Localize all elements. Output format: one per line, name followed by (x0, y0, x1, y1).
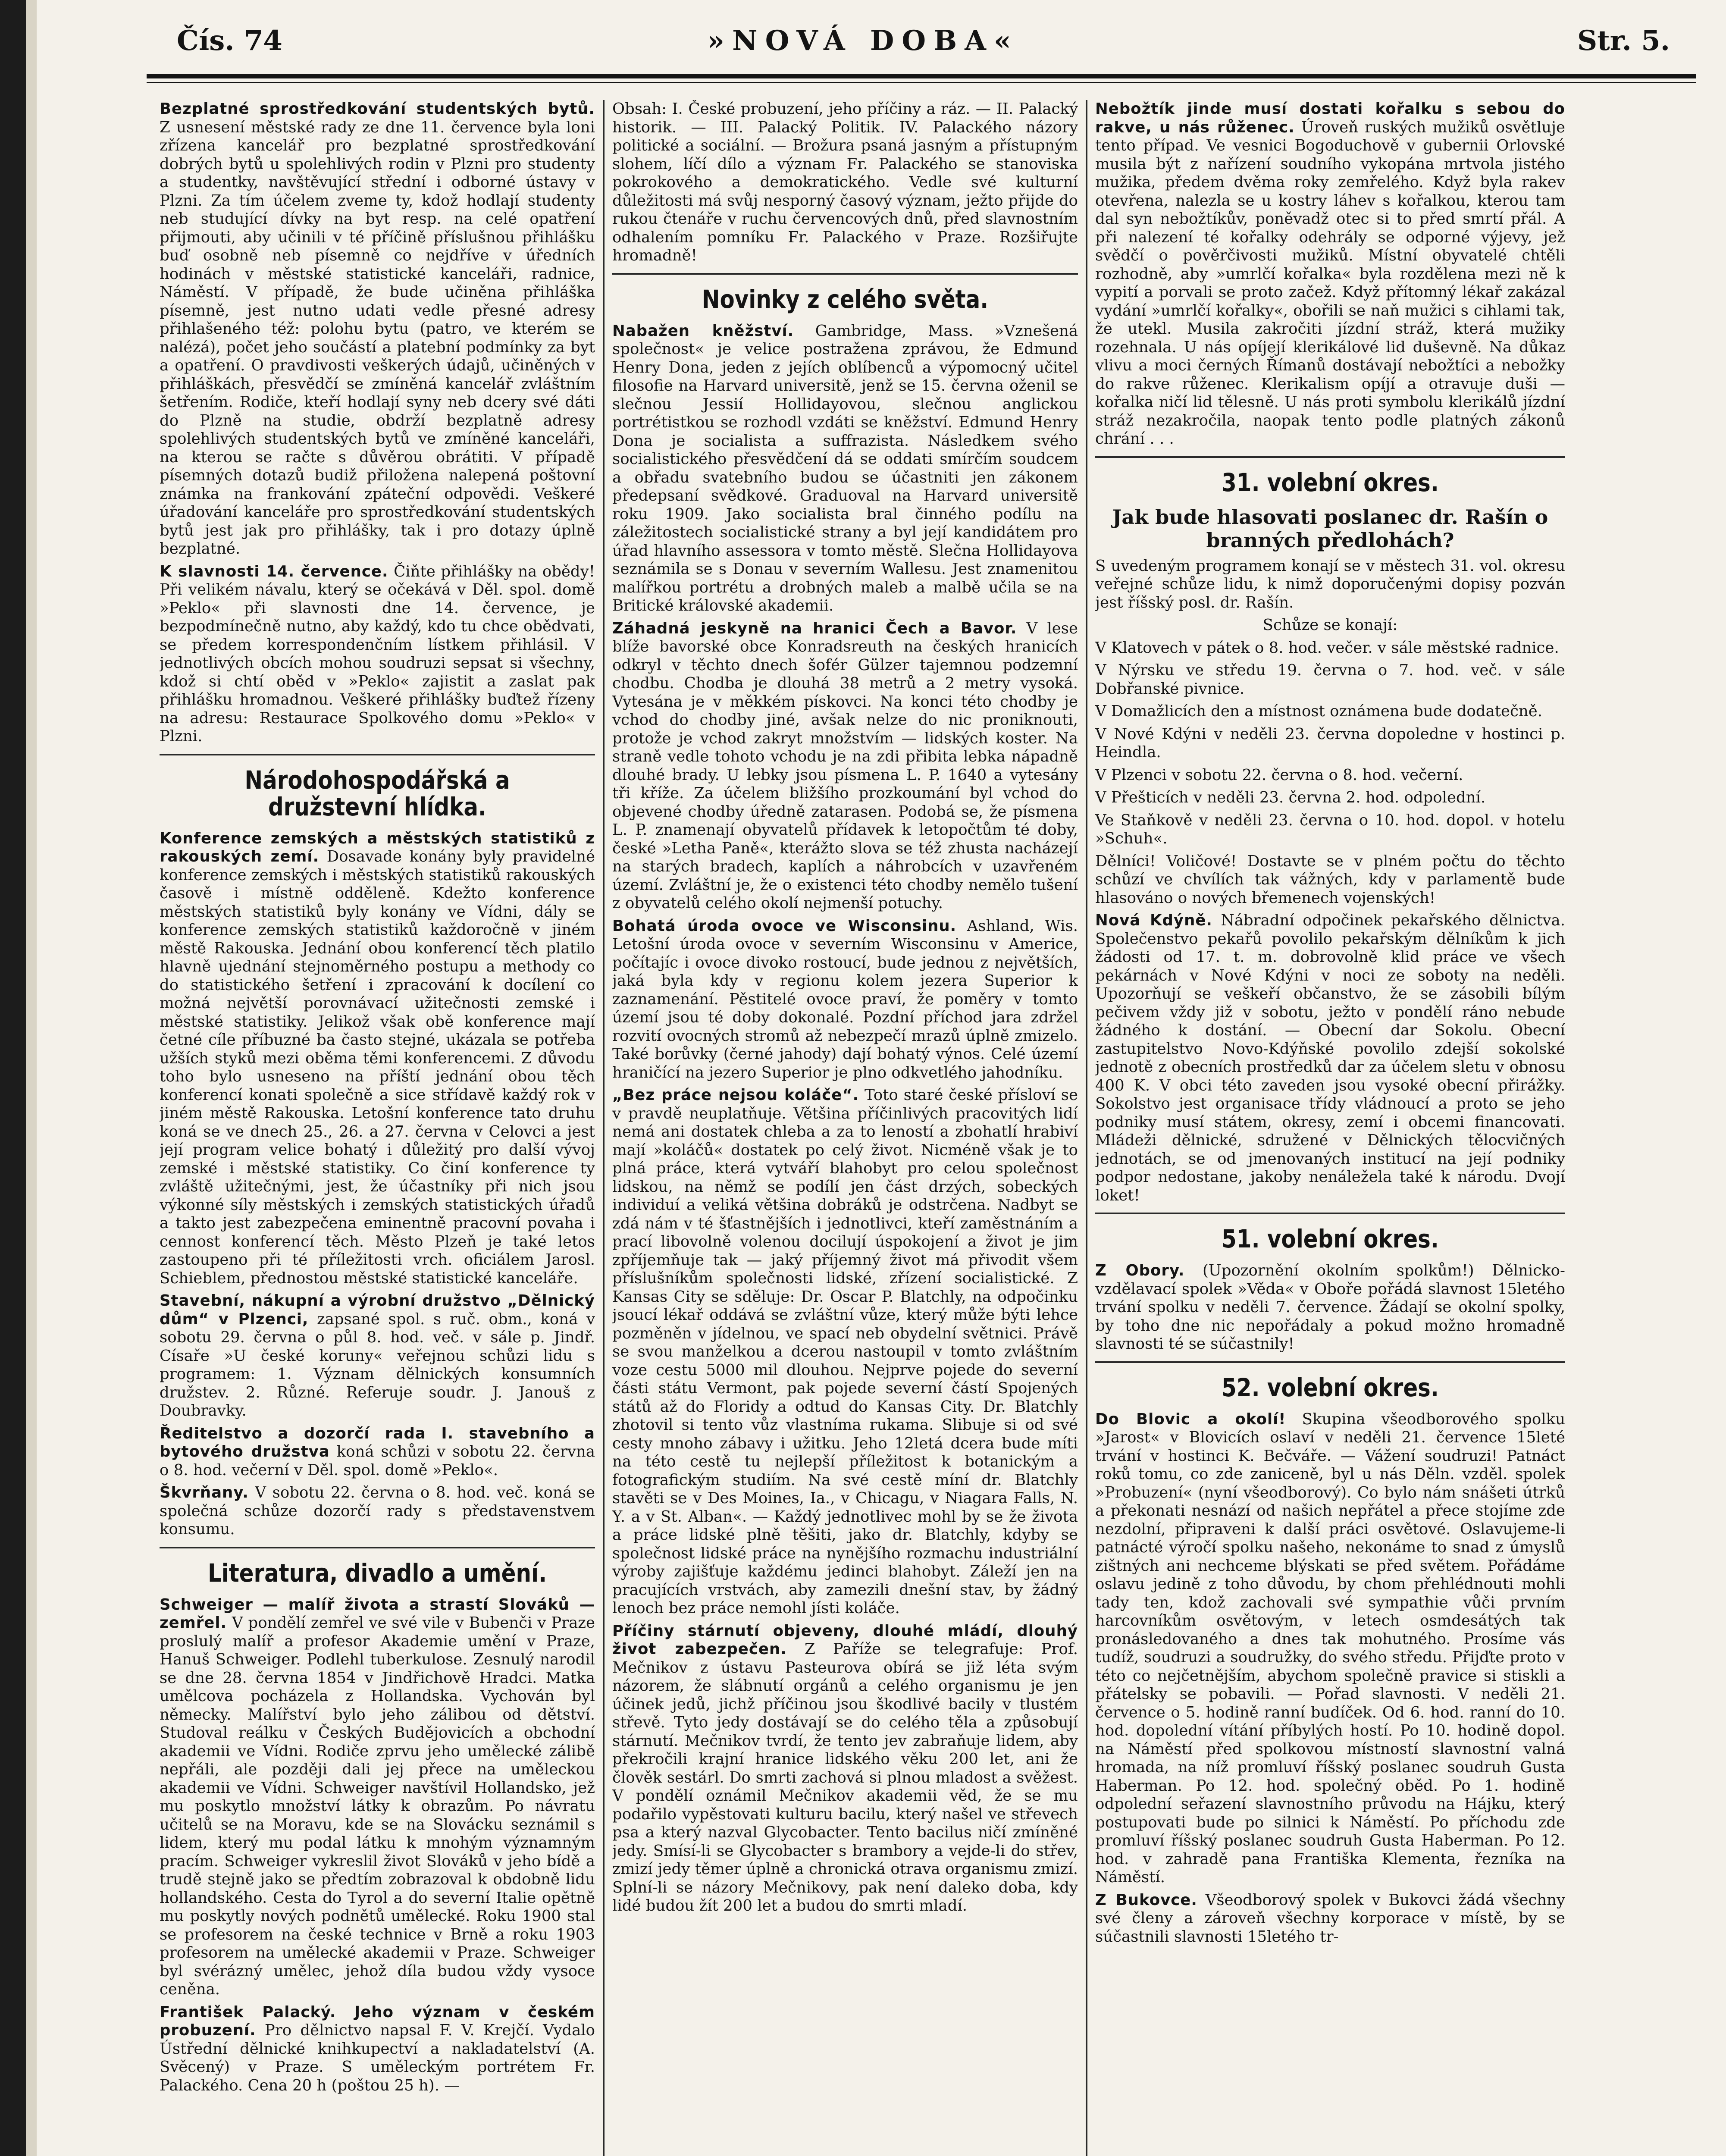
article (160, 1292, 595, 1420)
article-text: S uvedeným programem konají se v městech 31. vol. okresu veřejné schůze lidu, k nimž doporučenými dopisy pozván jest říšský posl. dr. Rašín. (1095, 557, 1565, 611)
article (160, 100, 595, 558)
article (1095, 557, 1565, 612)
meeting-item (1095, 766, 1565, 785)
section-rule (160, 754, 595, 755)
section-heading: Novinky z celého světa. (702, 284, 989, 314)
article-title: Z Obory. (1095, 1262, 1185, 1279)
section-rule (1095, 456, 1565, 458)
masthead-title: »NOVÁ DOBA« (707, 25, 1019, 57)
article-text: Pro dělnictvo napsal F. V. Krejčí. Vydalo Ústřední dělnické knihkupectví a nakladatelství (A. Svěcený) v Praze. S uměleckým portrétem Fr. Palackého. Cena 20 h (poštou 25 h). — (160, 2021, 595, 2094)
article-title: Nebožtík jinde musí dostati kořalku s sebou do rakve, u nás růženec. (1095, 100, 1565, 136)
meeting-item (1095, 702, 1565, 721)
column-3 (1095, 100, 1565, 2156)
section-heading: 51. volební okres. (1222, 1224, 1439, 1253)
article-title: Příčiny stárnutí objeveny, dlouhé mládí, dlouhý život zabezpečen. (612, 1622, 1078, 1658)
article-title: Nabažen kněžství. (612, 322, 794, 340)
article-text: koná schůzi v sobotu 22. června o 8. hod. večerní v Děl. spol. domě »Peklo«. (160, 1443, 595, 1479)
article-text: V lese blíže bavorské obce Konradsreuth na českých hranicích odkryl v těchto dnech šofér Gülzer tajemnou podzemní chodbu. Chodba je dlouhá 38 metrů a 2 metry vysoká. Vytesána je v měkkém pískovci. Na konci této chodby je vchod do chodby jiné, avšak nelze do nic proniknouti, protože je vchod zakryt množstvím — lidských koster. Na straně vedle tohoto vchodu je na zdi přibita lebka nápadně dlouhé brady. U lebky jsou písmena L. P. 1640 a vytesány tři kříže. Za účelem bližšího prozkoumání byl vchod do objevené chodby úředně zatarasen. Podobá se, že písmena L. P. znamenají obyvatelů přídavek k letopočtům té doby, české »Letha Paně«, kterážto slova se též zhusta nacházejí na starých bradech, kaplích a náhrobcích v uzavřeném území. Zvláštní je, že o existenci této chodby nemělo tušení z obyvatelů celého okolí nejmenší potuchy. (612, 619, 1078, 912)
section-heading: 31. volební okres. (1222, 467, 1439, 497)
article-text: V Klatovech v pátek o 8. hod. večer. v sále městské radnice. (1095, 639, 1559, 657)
article-title: Ředitelstvo a dozorčí rada I. stavebního a bytového družstva (160, 1424, 595, 1460)
column-2 (612, 100, 1078, 2156)
article (612, 322, 1078, 615)
article (1095, 852, 1565, 908)
section-heading: Národohospodářská a družstevní hlídka. (244, 765, 510, 821)
article-title: Škvrňany. (160, 1484, 249, 1501)
article-text: Dosavade konány byly pravidelné konference zemských i městských statistiků rakouských časově i místně odděleně. Kdežto konference městských statistiků byly konány ve Vídni, dály se konference zemských statistiků každoročně v jiném městě Rakouska. Jednání obou konferencí těch platilo hlavně ujednání stejnoměrného postupu a methody co do statistického šetření i zpracování k docílení co možná největší porovnávací užitečnosti zemské i městské statistiky. Jelikož však obě konference mají četné cíle příbuzné ba často stejné, ukázala se potřeba užších styků mezi oběma těmi konferencemi. Z důvodu toho bylo usneseno na příští jednání obou těch konferencí konati společně a sice střídavě každý rok v jiném městě Rakouska. Letošní konference tato druhu koná se ve dnech 25., 26. a 27. června v Celovci a jest její program velice bohatý i důležitý pro další vývoj zemské i městské statistiky. Co činí konference ty zvláště užitečnými, jest, že účastníky při nich jsou výkonné síly městských i zemských statistických úřadů a takto jest zabezpečena eminentně pracovní povaha i cennost konferencí těch. Město Plzeň je také letos zastoupeno při té příležitosti vrch. oficiálem Jarosl. Schieblem, přednostou městské statistické kanceláře. (160, 848, 595, 1287)
article-title: Konference zemských a městských statistiků z rakouských zemí. (160, 829, 595, 865)
article (160, 1596, 595, 1999)
page-number: Str. 5. (1577, 25, 1670, 57)
article-title: K slavnosti 14. července. (160, 562, 388, 580)
article-text: Toto staré české přísloví se v pravdě neuplatňuje. Většina příčinlivých pracovitých lidí nemá ani dostatek chleba a za to leností a zbohatlí hrabiví mají »koláčů« dostatek po celý život. Nicméně však je to plná práce, která vytváří blahobyt pro celou společnost lidskou, na němž se podílí jen část drzých, sobeckých individuí a veliká většina dobráků je odstrčena. Nadbyt se zdá nám v té šťastnějších i jednotlivci, kteří zaměstnáním a prací libovolně volenou docilují úspokojení a život je jim zpříjemňuje tak — jaký příjemný život má přivodit všem příslušníkům společnosti lidské, zřízení socialistické. Z Kansas City se sděluje: Dr. Oscar P. Blatchly, na odpočinku jsoucí lékař oddává se zvláštní vůze, který může býti lehce pozměněn v jídelnou, ve spací neb obydelní světnici. Právě se svou manželkou a dcerou nastoupil v tomto zvláštním voze cestu 5000 mil dlouhou. Nejprve pojede do severní části státu Vermont, pak pojede severní částí Spojených států až do Floridy a odtud do Kansas City. Dr. Blatchly zhotovil si tento vůz vlastníma rukama. Slibuje si od své cesty mnoho zábavy i užitku. Jeho 12letá dcera bude míti na této cestě tu nejlepší příležitost k botanickým a fotografickým studiím. Na své cestě míní dr. Blatchly stavěti se v Des Moines, Ia., v Chicagu, v Niagara Falls, N. Y. a v St. Alban«. — Každý jednotlivec mohl by se že života a práce lidské plně těšiti, jako dr. Blatchly, kdyby se společnost lidské práce na nynějšího rozmachu industriální výroby zajišťuje každému jedinci blahobyt. Záleží jen na pracujících vrstvách, aby zamezili dnešní stav, by žádný lenoch bez práce nemohl jísti koláče. (612, 1086, 1078, 1617)
meeting-item (1095, 789, 1565, 807)
article-text: V Domažlicích den a místnost oznámena bude dodatečně. (1095, 702, 1543, 720)
column-divider (603, 100, 605, 2156)
article-text: Z Paříže se telegrafuje: Prof. Mečnikov z ústavu Pasteurova obírá se již léta svým názorem, že slábnutí orgánů a celého organismu je jen účinek jedů, jichž příčinou jsou škodlivé bacily v tlustém střevě. Tyto jedy dostávají se do celého těla a způsobují stárnutí. Mečnikov tvrdí, že tento jev zabraňuje lidem, aby překročili krajní hranice lidského věku 200 let, ani že člověk sestárl. Do smrti zachová si plnou mladost a svěžest. V pondělí oznámil Mečnikov akademii věd, že se mu podařilo vypěstovati kulturu bacilu, který našel ve střevech psa a který nazval Glycobacter. Tento bacilus ničí zmíněné jedy. Smísí-li se Glycobacter s brambory a vejde-li do střev, zmizí jedy těmer úplně a chronická otrava organismu zmizí. Splní-li se názory Mečnikovy, pak není daleko doba, kdy lidé budou žít 200 let a budou do smrti mladí. (612, 1640, 1078, 1915)
article (160, 2003, 595, 2095)
subheading: Jak bude hlasovati poslanec dr. Rašín o branných předlohách? (1112, 505, 1548, 552)
section-heading: 52. volební okres. (1222, 1373, 1439, 1402)
article-text: zapsané spol. s ruč. obm., koná v sobotu 29. června o půl 8. hod. več. v sále p. Jindř. Císaře »U české koruny« veřejnou schůzi lidu s programem: 1. Význam dělnických konsumních družstev. 2. Různé. Referuje soudr. J. Janouš z Doubravky. (160, 1310, 595, 1420)
binding-edge (0, 0, 26, 2156)
article-text: Nábradní odpočinek pekařského dělnictva. Společenstvo pekařů povolilo pekařským dělníkům k jich žádosti od 17. t. m. dobrovolně klid práce ve všech pekárnách v Nové Kdýni v noci ze soboty na neděli. Upozorňují se veškeří občanstvo, že se zásobili bílým pečivem vždy již v sobotu, ježto v pondělí ráno nebude žádného k dostání. — Obecní dar Sokolu. Obecní zastupitelstvo Novo-Kdýňské povolilo zdejší sokolské jednotě z obecních prostředků dar za účelem sletu v obnosu 400 K. V obci této zaveden jsou vysoké obecní přirážky. Sokolstvo jest organisace třídy vládnoucí a proto se jeho podniky musí státem, okresy, zemí i obcemi financovati. Mládeži dělnické, sdružené v Dělnických tělocvičných jednotách, se od jmenovaných institucí na její podniky podpor nedostane, jakoby nenáležela také k národu. Dvojí loket! (1095, 912, 1565, 1204)
article-text: Schůze se konají: (1262, 616, 1398, 634)
binding-gutter (26, 0, 37, 2156)
issue-number: Čís. 74 (177, 25, 282, 57)
article-text: Skupina všeodborového spolku »Jarost« v Blovicích oslaví v neděli 21. července 15leté trvání v hostinci K. Bečváře. — Vážení soudruzi! Patnáct roků tomu, co zde zaniceně, byl u nás Děln. vzděl. spolek »Probuzení« (nyní všeodborový). Co bylo nám snášeti útrků a překonati nesnází od našich nepřátel a přece stojíme zde nezdolní, připraveni k další práci osvětové. Oslavujeme-li patnácté výročí spolku našeho, nekonáme to snad z úmyslů zištných ani nechceme blýskati se před světem. Pořádáme oslavu jedině z toho důvodu, by chom přehlédnouti mohli tady ten, kdož zachovali své sympathie vůči prvním harcovníkům osvětovým, v letech osmdesátých tak pronásledovaného a dnes tak mohutného. Prosíme vás tudíž, soudruzi a soudružky, do svého středu. Přijďte proto v této co nejčetnějším, abychom společně pravice si stiskli a přátelsky se pobavili. — Pořad slavnosti. V neděli 21. července o 5. hodině ranní budíček. Od 6. hod. ranní do 10. hod. dopolední vítání příbylých hostí. Po 10. hodině dopol. na Náměstí před spolkovou místností slavnostní valná hromada, na níž promluví říšský poslanec soudruh Gusta Haberman. Po 12. hod. společný oběd. Po 1. hodině odpolední seřazení slavnostního průvodu na Hájku, který postupovati bude po silnici k Náměstí. Po příchodu zde promluví říšský poslanec soudruh Gusta Haberman. Po 12. hod. v zahradě pana Františka Klementa, řezníka na Náměstí. (1095, 1410, 1565, 1886)
article-text: V pondělí zemřel ve své vile v Bubenči v Praze proslulý malíř a profesor Akademie umění v Praze, Hanuš Schweiger. Podlehl tuberkulose. Zesnulý narodil se dne 28. června 1854 v Jindřichově Hradci. Matka umělcova pocházela z Hollandska. Vychován byl německy. Malířství bylo jeho zálibou od dětství. Studoval reálku v Českých Budějovicích a obchodní akademii ve Vídni. Rodiče zprvu jeho umělecké zálibě nepřáli, ale později dali jej přece na uměleckou akademii ve Vídni. Schweiger navštívil Hollandsko, jež mu poskytlo množství látky k obrazům. Po návratu učitelů se na Moravu, kde se na Slovácku seznámil s lidem, který mu podal látku k mnohým významným pracím. Schweiger vykreslil život Slováků v jeho bídě a trudě stejně jako se předtím zobrazoval k obdobně lidu hollandského. Cesta do Tyrol a do severní Italie opětně mu poskytly nových podnětů umělecké. Roku 1900 stal se profesorem na české technice v Brně a roku 1903 profesorem na umělecké akademii v Praze. Schweiger byl svérázný umělec, jehož díla budou vždy vysoce ceněna. (160, 1614, 595, 1998)
article-text: Dělníci! Voličové! Dostavte se v plném počtu do těchto schůzí ve chvílích tak vážných, kdy v parlamentě bude hlasováno o nových břemenech vojenských! (1095, 852, 1565, 907)
section-rule (1095, 1213, 1565, 1214)
meeting-item (1095, 725, 1565, 762)
article (612, 100, 1078, 265)
section-rule (1095, 1361, 1565, 1363)
article-title: Schweiger — malíř života a strastí Slováků — zemřel. (160, 1595, 595, 1632)
article (612, 917, 1078, 1082)
article (1095, 1410, 1565, 1887)
article-title: Bohatá úroda ovoce ve Wisconsinu. (612, 917, 957, 935)
article-text: Ve Staňkově v neděli 23. června o 10. hod. dopol. v hotelu »Schuh«. (1095, 811, 1565, 847)
article-text: V Plzenci v sobotu 22. června o 8. hod. večerní. (1095, 766, 1463, 784)
article-title: Záhadná jeskyně na hranici Čech a Bavor. (612, 619, 1017, 637)
article-text: (Upozornění okolním spolkům!) Dělnicko-vzdělavací spolek »Věda« v Oboře pořádá slavnost 15letého trvání spolku v neděli 7. července. Žádají se okolní spolky, by toho dne nic nepořádaly a pokud možno hromadně slavnosti té se súčastnily! (1095, 1262, 1565, 1353)
article (160, 1484, 595, 1539)
article-title: Stavební, nákupní a výrobní družstvo „Dělnický dům“ v Plzenci, (160, 1292, 595, 1328)
meeting-item (1095, 639, 1565, 658)
article-title: Do Blovic a okolí! (1095, 1410, 1286, 1428)
article-text: Gambridge, Mass. »Vznešená společnost« je velice postražena zprávou, že Edmund Henry Dona, jeden z jejích oblíbenců a výpomocný učitel filosofie na Harvard universitě, jenž se 15. června oženil se slečnou Jessií Hollidayovou, slečnou anglickou portrétistkou se rozhodl vzdáti se kněžství. Edmund Henry Dona je socialista a suffrazista. Následkem svého socialistického přesvědčení dá se oddati smírčím soudcem a obřadu svatebního budou se účastniti jen zákonem předepsaní svědkové. Graduoval na Harvard universitě roku 1909. Jako socialista bral činného podílu na záležitostech socialistické strany a byl její kandidátem pro úřad hlavního assessora v tomto městě. Slečna Hollidayova seznámila se s Donau v severním Wallesu. Jest znamenitou malířkou portrétu a drobných maleb a malbě učila se na Britické královské akademii. (612, 322, 1078, 614)
article-text: Obsah: I. České probuzení, jeho příčiny a ráz. — II. Palacký historik. — III. Palacký Politik. IV. Palackého názory politické a sociální. — Brožura psaná jasným a přístupným slohem, líčí dílo a význam Fr. Palackého se stanoviska pokrokového a demokratického. Vedle své kulturní důležitosti má svůj nesporný časový význam, ježto přijde do rukou čtenáře v ruchu červencových dnů, před slavnostním odhalením pomníku Fr. Palackého v Praze. Rozšiřujte hromadně! (612, 100, 1078, 264)
article (612, 1086, 1078, 1618)
article (160, 563, 595, 746)
article (1095, 1891, 1565, 1946)
article (160, 1425, 595, 1480)
article-text: Čiňte přihlášky na obědy! Při velikém návalu, který se očekává v Děl. spol. domě »Peklo« při slavnosti dne 14. července, je bezpodmínečně nutno, aby každý, kdo tu chce obědvati, se předem korrespondenčním lístkem přihlásil. V jednotlivých obcích mohou soudruzi sepsat si všechny, kdož si chtí oběd v »Peklo« zajistit a zaslat pak přihlášku hromadnou. Veškeré přihlášky buďtež řízeny na adresu: Restaurace Spolkového domu »Peklo« v Plzni. (160, 562, 595, 745)
article-title: František Palacký. Jeho význam v českém probuzení. (160, 2003, 595, 2039)
article-text: Úroveň ruských mužiků osvětluje tento případ. Ve vesnici Bogoduchově v gubernii Orlovské musila být z nařízení soudního vykopána mrtvola jistého mužika, předem dvěma roky zemřelého. Když byla rakev otevřena, nalezla se u kostry láhev s kořalkou, kterou tam dal syn nebožtíkův, poněvadž otec si to před smrtí přál. A při nalezení té kořalky odehrály se odporné výjevy, jež svědčí o pověrčivosti mužiků. Místní obyvatelé chtěli rozhodně, aby »umrlčí kořalka« byla rozdělena mezi ně k vypití a porvali se proto začež. Když přítomný lékař zakázal vydání »umrlčí kořalky«, obořili se naň mužici s cihlami tak, že utekl. Musila zakročiti jízdní stráž, která mužiky rozehnala. U nás opíjejí klerikálové lid duševně. Na důkaz vlivu a moci černých Římanů dostávají nebožtíci a nebožky do rakve růženec. Klerikalism opíjí a otravuje duši — kořalka ničí lid tělesně. U nás proti symbolu klerikálů jízdní stráž nezakročila, naopak tento podle platných zákonů chrání . . . (1095, 118, 1565, 448)
article-title: Bezplatné sprostředkování studentských bytů. (160, 100, 595, 118)
meeting-item (1095, 812, 1565, 848)
section-rule (160, 1547, 595, 1548)
article-text: V Nové Kdýni v neděli 23. června dopoledne v hostinci p. Heindla. (1095, 725, 1565, 761)
column-1 (160, 100, 595, 2156)
article (1095, 100, 1565, 448)
article-text: Ashland, Wis. Letošní úroda ovoce v severním Wisconsinu v Americe, počítajíc i ovoce divoko rostoucí, bude jednou z největších, jaká byla kdy v regionu kolem jezera Superior k zaznamenání. Pěstitelé ovoce praví, že poměry v tomto území jsou té doby dokonalé. Pozdní příchod jara zdržel rozvití ovocných stromů až nebezpečí mrazů úplně zmizelo. Také borůvky (černé jahody) dají bohatý výnos. Celé území hraničící na jezero Superior je plno odkvetlého jahodníku. (612, 917, 1078, 1081)
header-rule (147, 74, 1696, 78)
article (1095, 912, 1565, 1205)
article-text: V Nýrsku ve středu 19. června o 7. hod. več. v sále Dobřanské pivnice. (1095, 661, 1565, 698)
meeting-item (1095, 661, 1565, 698)
article-title: Z Bukovce. (1095, 1891, 1197, 1909)
article (1095, 616, 1565, 635)
section-heading: Literatura, divadlo a umění. (207, 1558, 547, 1588)
article-title: Nová Kdýně. (1095, 912, 1212, 929)
article (612, 1622, 1078, 1915)
article-text: Všeodborový spolek v Bukovci žádá všechny své členy a zároveň všechny korporace v místě, by se súčastnili slavnosti 15letého tr- (1095, 1891, 1565, 1946)
article-title: „Bez práce nejsou koláče“. (612, 1086, 859, 1104)
article (160, 830, 595, 1288)
header-rule-thin (147, 82, 1696, 83)
article-text: V Přešticích v neděli 23. června 2. hod. odpolední. (1095, 789, 1486, 806)
article-text: V sobotu 22. června o 8. hod. več. koná se společná schůze dozorčí rady s představenstvem konsumu. (160, 1484, 595, 1538)
article (612, 620, 1078, 913)
section-rule (612, 273, 1078, 275)
page-header (30, 13, 1696, 69)
article-text: Z usnesení městské rady ze dne 11. července byla loni zřízena kancelář pro bezplatné sprostředkování dobrých bytů u spolehlivých rodin v Plzni pro studenty a studentky, navštěvující střední i odborné ústavy v Plzni. Za tím účelem zveme ty, kdož hodlají studenty neb studující dívky na byt resp. na celé opatření přijmouti, aby učinili v té příčině příslušnou přihlášku buď osobně neb písemně co nejdříve v úředních hodinách v městské statistické kanceláři, radnice, Náměstí. V případě, že bude učiněna přihláška písemně, jest nutno udati vedle přesné adresy přihlašeného též: polohu bytu (patro, ve kterém se nalézá), počet jeho součástí a platební podmínky za byt a opatření. O pravdivosti veškerých údajů, učiněných v přihláškách, přesvědčí se zmíněná kancelář zvláštním šetřením. Rodiče, kteří hodlají syny neb dcery své dáti do Plzně na studie, obdrží bezplatně adresy spolehlivých studentských bytů ve zmíněné kanceláři, na kterou se račte s důvěrou obrátiti. V případě písemných dotazů budiž přiložena nalepená poštovní známka na frankování zpáteční odpovědi. Veškeré úřadování kanceláře pro sprostředkování studentských bytů jest jak pro přihlášky, tak i pro dotazy úplně bezplatné. (160, 118, 595, 558)
column-divider (1086, 100, 1087, 2156)
article (1095, 1262, 1565, 1354)
